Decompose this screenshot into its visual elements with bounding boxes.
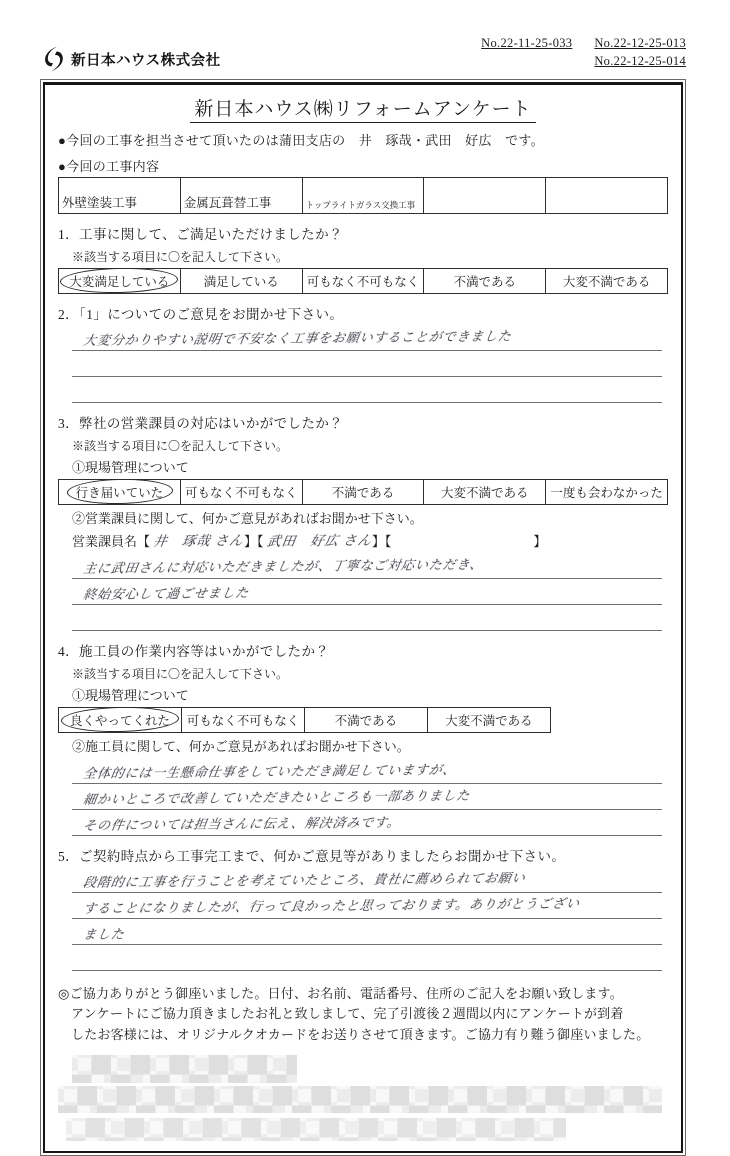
rating-option: 満足している <box>180 269 302 294</box>
question-3-heading: 3．弊社の営業課員の対応はいかがでしたか？ <box>58 412 668 432</box>
question-3-note: ※該当する項目に〇を記入して下さい。 <box>72 437 668 454</box>
handwritten-answer: 段階的に工事を行うことを考えていたところ、貴社に薦められてお願い <box>82 871 527 891</box>
question-4-sub2-label: ②施工員に関して、何かご意見があればお聞かせ下さい。 <box>72 736 668 755</box>
answer-line <box>72 325 662 351</box>
question-5-answer-area <box>72 867 662 971</box>
handwritten-answer: 主に武田さんに対応いただきましたが、丁寧なご対応いただき、 <box>82 557 485 576</box>
bracket: 】 <box>372 534 385 549</box>
question-3-rating-table <box>58 479 668 505</box>
answer-line <box>72 919 662 945</box>
handwritten-staff-name: 武田 好広 さん <box>266 534 373 551</box>
staff-names-line <box>72 531 668 551</box>
answer-line <box>72 810 662 836</box>
answer-line <box>72 605 662 631</box>
page-header <box>40 34 686 72</box>
rating-option: 大変不満である <box>427 707 550 732</box>
rating-option: 可もなく不可もなく <box>181 707 304 732</box>
handwritten-circle-mark: 良くやってくれた <box>68 711 172 729</box>
bracket: 【 <box>257 534 264 549</box>
bracket: 【 <box>137 534 150 549</box>
answer-line <box>72 553 662 579</box>
question-4-heading: 4．施工員の作業内容等はいかがでしたか？ <box>58 640 668 660</box>
question-5-heading: 5．ご契約時点から工事完工まで、何かご意見等がありましたらお聞かせ下さい。 <box>58 845 668 865</box>
question-3-sub1-label: ①現場管理について <box>72 457 668 476</box>
doc-numbers-right-column <box>594 36 686 69</box>
redaction-mosaic-block <box>58 1086 662 1113</box>
redaction-mosaic-block <box>72 1055 297 1083</box>
question-2-heading: 2．「1」についてのご意見をお聞かせ下さい。 <box>58 303 668 323</box>
question-2-answer-area <box>72 325 662 403</box>
question-4-rating-table <box>58 707 551 733</box>
closing-line: したお客様には、オリジナルクオカードをお送りさせて頂きます。ご協力有り難う御座いました。 <box>58 1025 668 1046</box>
rating-row <box>59 707 551 732</box>
question-1-heading: 1．工事に関して、ご満足いただけましたか？ <box>58 223 668 243</box>
company-name: 新日本ハウス株式会社 <box>71 49 221 70</box>
rating-option-selected <box>59 480 181 505</box>
rating-option: 一度も会わなかった <box>546 480 668 505</box>
bracket: 】 <box>244 534 257 549</box>
work-item-cell: 金属瓦葺替工事 <box>180 178 302 214</box>
rating-option: 大変不満である <box>546 269 668 294</box>
answer-line <box>72 945 662 971</box>
question-3-answer-area <box>72 553 662 631</box>
handwritten-answer: することになりましたが、行って良かったと思っております。ありがとうござい <box>82 896 581 916</box>
handwritten-circle-mark: 大変満足している <box>67 272 171 290</box>
rating-option-selected <box>59 707 182 732</box>
handwritten-answer: ました <box>82 927 126 942</box>
rating-option: 不満である <box>302 480 424 505</box>
form-body <box>43 82 683 1153</box>
answer-line <box>72 579 662 605</box>
rating-row <box>59 269 668 294</box>
question-4-answer-area <box>72 758 662 836</box>
doc-number-3: No.22-12-25-014 <box>594 54 686 69</box>
staff-names-label: 営業課員名 <box>72 534 137 549</box>
work-section-label: ●今回の工事内容 <box>58 156 668 175</box>
answer-line <box>72 893 662 919</box>
rating-option: 不満である <box>304 707 427 732</box>
handwritten-answer: 細かいところで改善していただきたいところも一部ありました <box>82 788 471 807</box>
answer-line <box>72 867 662 893</box>
company-logo <box>40 46 221 72</box>
work-item-cell <box>424 178 546 214</box>
work-content-row <box>59 178 668 214</box>
doc-number-1: No.22-11-25-033 <box>481 36 572 69</box>
question-4-sub1-label: ①現場管理について <box>72 685 668 704</box>
form-outer-border <box>40 79 686 1156</box>
rating-option: 可もなく不可もなく <box>302 269 424 294</box>
work-item-cell: トップライトガラス交換工事 <box>302 178 424 214</box>
question-4-note: ※該当する項目に〇を記入して下さい。 <box>72 665 668 682</box>
redacted-personal-info <box>58 1055 668 1141</box>
answer-line <box>72 784 662 810</box>
company-logo-icon <box>40 46 66 72</box>
rating-option: 大変不満である <box>424 480 546 505</box>
work-content-table <box>58 177 668 214</box>
handwritten-staff-name: 井 琢哉 さん <box>152 534 244 550</box>
handwritten-answer: その件については担当さんに伝え、解決済みです。 <box>82 815 402 833</box>
form-title <box>58 94 668 121</box>
handwritten-answer: 終始安心して過ごせました <box>82 586 250 603</box>
doc-number-2: No.22-12-25-013 <box>594 36 686 51</box>
closing-note <box>58 984 668 1046</box>
rating-row <box>59 480 668 505</box>
handwritten-answer: 全体的には一生懸命仕事をしていただき満足していますが、 <box>82 763 457 782</box>
redaction-mosaic-block <box>66 1118 566 1141</box>
closing-line: ◎ご協力ありがとう御座いました。日付、お名前、電話番号、住所のご記入をお願い致します。 <box>58 984 668 1005</box>
question-3-sub2-label: ②営業課員に関して、何かご意見があればお聞かせ下さい。 <box>72 508 668 527</box>
document-numbers <box>481 36 686 69</box>
answer-line <box>72 351 662 377</box>
intro-line: ●今回の工事を担当させて頂いたのは蒲田支店の 井 琢哉・武田 好広 です。 <box>58 130 668 149</box>
question-1-rating-table <box>58 268 668 294</box>
bracket: 【 <box>385 534 392 549</box>
work-item-cell: 外壁塗装工事 <box>59 178 181 214</box>
form-title-text: 新日本ハウス㈱リフォームアンケート <box>190 99 535 123</box>
bracket: 】 <box>533 534 546 549</box>
answer-line <box>72 758 662 784</box>
handwritten-answer: 大変分かりやすい説明で不安なく工事をお願いすることができました <box>82 330 513 349</box>
handwritten-circle-mark: 行き届いていた <box>74 483 166 501</box>
rating-option: 不満である <box>424 269 546 294</box>
closing-line: アンケートにご協力頂きましたお礼と致しまして、完了引渡後２週間以内にアンケートが到着 <box>58 1004 668 1025</box>
work-item-cell <box>546 178 668 214</box>
rating-option: 可もなく不可もなく <box>180 480 302 505</box>
rating-option-selected <box>59 269 181 294</box>
question-1-note: ※該当する項目に〇を記入して下さい。 <box>72 248 668 265</box>
answer-line <box>72 377 662 403</box>
